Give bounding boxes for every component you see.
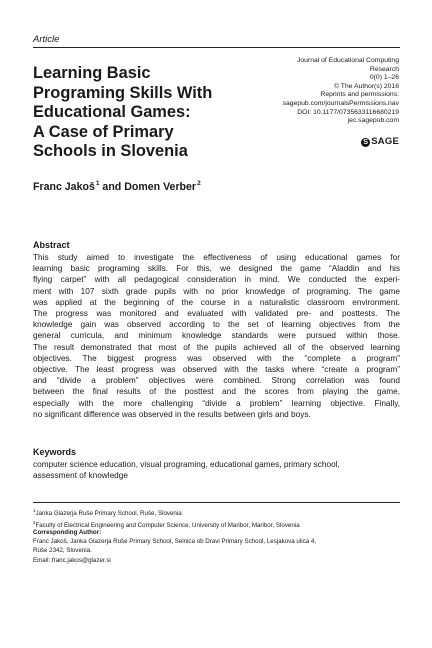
author-list: [33, 180, 201, 193]
journal-line: DOI: 10.1177/0735633116680219: [297, 108, 399, 116]
publisher-logo-text: SAGE: [371, 136, 399, 147]
corresponding-heading: Corresponding Author:: [33, 529, 102, 536]
author-affiliation-mark: 2: [197, 180, 201, 187]
footnote-rule: [33, 502, 400, 503]
abstract-line: ment with 107 sixth grade pupils with no prior knowledge of programing. The game: [33, 286, 400, 296]
affiliation-item: [33, 506, 300, 518]
affiliations: [33, 506, 300, 530]
affiliation-mark: 1: [33, 508, 36, 513]
abstract-body: [33, 252, 400, 420]
journal-line: 0(0) 1–26: [369, 74, 399, 82]
abstract-line: knowledge gain was observed according to the set of learning objectives from the: [33, 320, 400, 330]
journal-line: Reprints and permissions:: [320, 91, 399, 99]
keywords-heading: Keywords: [33, 447, 77, 457]
author-affiliation-mark: 1: [95, 180, 100, 187]
abstract-line: objectives. The biggest progress was observed with the “complete a program”: [33, 353, 400, 363]
publisher-logo: [361, 136, 399, 147]
title-line: Educational Games:: [33, 103, 191, 122]
abstract-line: The result demonstrated that most of the pupils achieved all of the observed learning: [33, 342, 400, 352]
journal-line: © The Author(s) 2016: [334, 82, 399, 90]
abstract-line: general curricula, and minimum knowledge standards were pursued within those.: [33, 331, 400, 341]
section-label: Article: [33, 34, 60, 45]
corresponding-author: [33, 528, 316, 565]
author-name: Domen Verber: [124, 181, 197, 193]
sage-logo-icon: S: [361, 138, 370, 147]
keywords-body: [33, 459, 400, 481]
abstract-line: and “divide a problem” objectives were combined. Strong correlation was found: [33, 376, 400, 386]
journal-line: Journal of Educational Computing: [296, 57, 399, 64]
author-joiner: and: [102, 181, 122, 193]
abstract-line: objective. The least progress was observed with the tasks where “create a program”: [33, 365, 400, 375]
abstract-line: flying carpet” with all pedagogical consideration in mind. We conducted the experi-: [33, 275, 400, 285]
affiliation-text: Faculty of Electrical Engineering and Computer Science, University of Maribor, Maribor, Slovenia: [35, 522, 300, 530]
corresponding-email: Email: franc.jakos@glazer.si: [33, 556, 111, 564]
journal-line: Research: [369, 65, 399, 73]
affiliation-text: Janka Glazerja Ruše Primary School, Ruše, Slovenia: [35, 510, 182, 517]
journal-info: [229, 57, 399, 126]
title-line: Schools in Slovenia: [33, 142, 188, 161]
abstract-line: was applied at the beginning of the course in a naturalistic classroom environment.: [33, 297, 400, 307]
corresponding-line: Ruše 2342, Slovenia.: [33, 547, 92, 555]
header-rule: [33, 47, 400, 48]
abstract-line: no significant difference was observed in the results between girls and boys.: [33, 409, 311, 419]
affiliation-mark: 2: [33, 520, 36, 526]
title-line: Programing Skills With: [33, 83, 213, 102]
corresponding-line: Franc Jakoš, Janka Glazerja Ruše Primary School, Selnica ob Dravi Primary School, Lesjakova ulica 4,: [33, 538, 317, 546]
journal-line: jec.sagepub.com: [347, 117, 399, 125]
author-name: Franc Jakoš: [33, 181, 95, 193]
abstract-line: between the final results of the posttest and the scores from playing the game,: [33, 387, 400, 397]
abstract-heading: Abstract: [33, 240, 70, 250]
abstract-line: This study aimed to investigate the effectiveness of using educational games for: [33, 253, 400, 262]
title-line: A Case of Primary: [33, 122, 174, 141]
keywords-line: assessment of knowledge: [33, 471, 128, 481]
abstract-line: The progress was monitored and evaluated with validated pre- and posttests. The: [33, 309, 400, 319]
title-line: Learning Basic: [33, 64, 151, 82]
keywords-line: computer science education, visual programing, educational games, primary school,: [33, 460, 340, 469]
journal-line: sagepub.com/journalsPermissions.nav: [282, 99, 399, 107]
abstract-line: learning basic programing skills. For this, we designed the game “Aladdin and his: [33, 264, 400, 274]
abstract-line: especially with the more challenging “divide a problem” learning objective. Finally,: [33, 398, 400, 408]
